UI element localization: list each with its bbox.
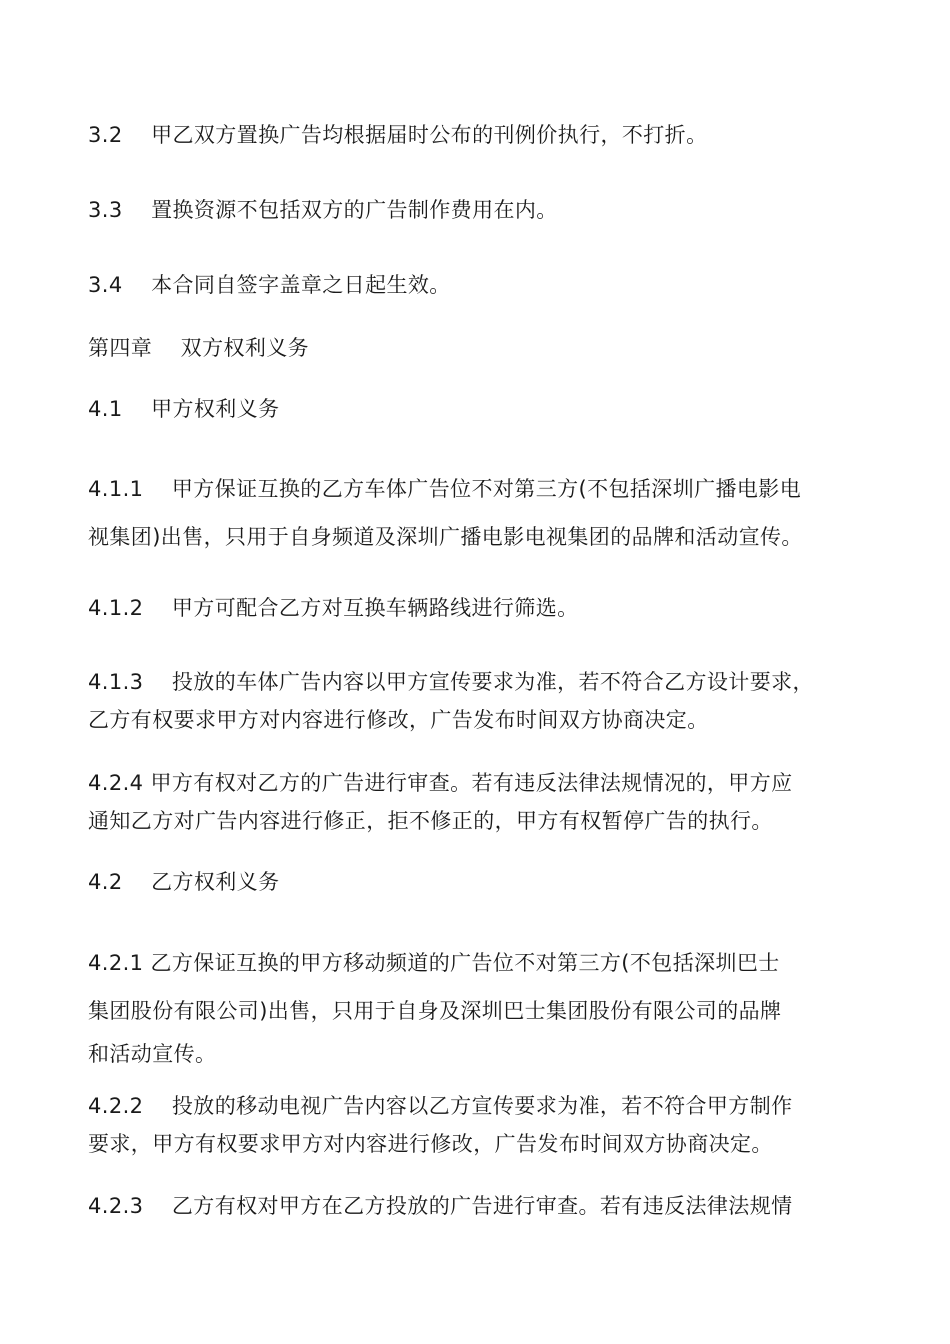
text-line: 第四章 双方权利义务 [88,336,310,360]
text-line: 3.3 置换资源不包括双方的广告制作费用在内。 [88,198,558,222]
text-line: 4.2 乙方权利义务 [88,870,280,894]
clause-4-2-2 [88,1087,878,1163]
text-line: 4.2.1 乙方保证互换的甲方移动频道的广告位不对第三方(不包括深圳巴士 [88,951,780,975]
clause-3-3 [88,191,878,229]
text-line: 和活动宣传。 [88,1042,217,1066]
text-line: 要求，甲方有权要求甲方对内容进行修改，广告发布时间双方协商决定。 [88,1132,773,1156]
text-line: 4.1.2 甲方可配合乙方对互换车辆路线进行筛选。 [88,596,579,620]
clause-4-1-3 [88,663,878,739]
clause-4-1-1 [88,465,878,561]
clause-3-2 [88,116,878,154]
clause-4-2-4 [88,764,878,840]
text-line: 4.2.3 乙方有权对甲方在乙方投放的广告进行审查。若有违反法律法规情 [88,1194,793,1218]
clause-3-4 [88,266,878,304]
text-line: 视集团)出售，只用于自身频道及深圳广播电影电视集团的品牌和活动宣传。 [88,525,803,549]
text-line: 3.2 甲乙双方置换广告均根据届时公布的刊例价执行，不打折。 [88,123,708,147]
clause-4-2 [88,863,878,901]
text-line: 通知乙方对广告内容进行修正，拒不修正的，甲方有权暂停广告的执行。 [88,809,773,833]
text-line: 4.1 甲方权利义务 [88,397,280,421]
text-line: 3.4 本合同自签字盖章之日起生效。 [88,273,451,297]
text-line: 4.2.2 投放的移动电视广告内容以乙方宣传要求为准，若不符合甲方制作 [88,1094,793,1118]
text-line: 4.2.4 甲方有权对乙方的广告进行审查。若有违反法律法规情况的，甲方应 [88,771,793,795]
text-line: 4.1.3 投放的车体广告内容以甲方宣传要求为准，若不符合乙方设计要求， [88,670,814,694]
clause-4-2-1 [88,939,878,1073]
text-line: 集团股份有限公司)出售，只用于自身及深圳巴士集团股份有限公司的品牌 [88,999,782,1023]
text-line: 4.1.1 甲方保证互换的乙方车体广告位不对第三方(不包括深圳广播电影电 [88,477,802,501]
clause-4-2-3 [88,1187,878,1225]
clause-4-1-2 [88,589,878,627]
text-line: 乙方有权要求甲方对内容进行修改，广告发布时间双方协商决定。 [88,708,709,732]
clause-4-1 [88,390,878,428]
chapter-4-heading [88,329,878,367]
